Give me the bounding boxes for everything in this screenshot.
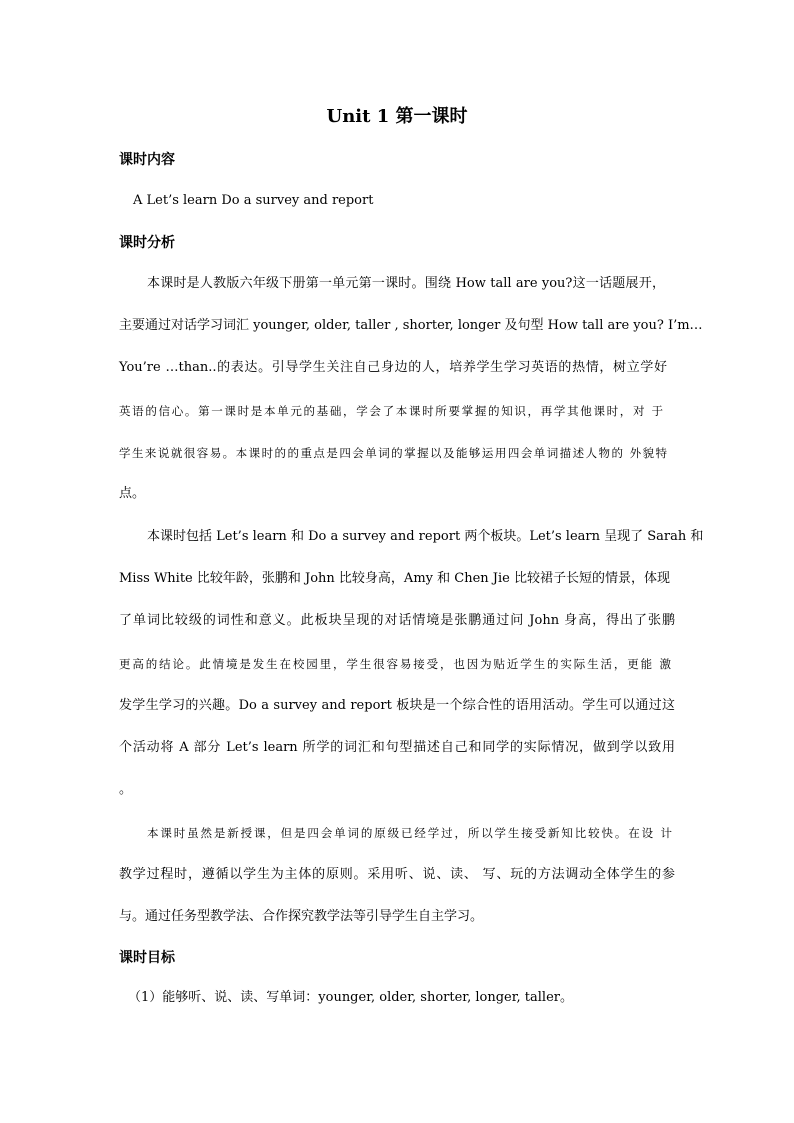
section-heading-analysis: 课时分析 [119, 235, 175, 251]
analysis-line-11: 发学生学习的兴趣。Do a survey and report 板块是一个综合性的语用活动。学生可以通过这 [119, 698, 675, 713]
analysis-line-14: 本课时虽然是新授课，但是四会单词的原级已经学过，所以学生接受新知比较快。在设 计 [147, 826, 672, 840]
analysis-line-3: You’re …than..的表达。引导学生关注自己身边的人，培养学生学习英语的热情，树立学好 [119, 360, 667, 375]
analysis-line-8: Miss White 比较年龄，张鹏和 John 比较身高，Amy 和 Chen Jie 比较裙子长短的情景，体现 [119, 571, 670, 586]
page-title: Unit 1 第一课时 [326, 106, 468, 127]
analysis-line-1: 本课时是人教版六年级下册第一单元第一课时。围绕 How tall are you?这一话题展开， [147, 276, 665, 291]
analysis-line-13: 。 [119, 782, 133, 797]
analysis-line-10: 更高的结论。此情境是发生在校园里，学生很容易接受，也因为贴近学生的实际生活，更能 激 [119, 657, 671, 671]
analysis-line-9: 了单词比较级的词性和意义。此板块呈现的对话情境是张鹏通过问 John 身高，得出了张鹏 [119, 613, 675, 628]
goals-line-1: （1）能够听、说、读、写单词：younger, older, shorter, longer, taller。 [128, 990, 573, 1005]
analysis-line-5: 学生来说就很容易。本课时的的重点是四会单词的掌握以及能够运用四会单词描述人物的 外貌特 [119, 446, 667, 460]
analysis-line-16: 与。通过任务型教学法、合作探究教学法等引导学生自主学习。 [119, 909, 484, 924]
analysis-line-4: 英语的信心。第一课时是本单元的基础，学会了本课时所要掌握的知识，再学其他课时，对 于 [119, 404, 663, 418]
content-line: A Let’s learn Do a survey and report [133, 193, 374, 208]
analysis-line-15: 教学过程时，遵循以学生为主体的原则。采用听、说、读、 写、玩的方法调动全体学生的参 [119, 867, 675, 882]
analysis-line-6: 点。 [119, 486, 146, 501]
analysis-line-7: 本课时包括 Let’s learn 和 Do a survey and report 两个板块。Let’s learn 呈现了 Sarah 和 [147, 529, 704, 544]
analysis-line-2: 主要通过对话学习词汇 younger, older, taller , shorter, longer 及句型 How tall are you? I’m… [119, 318, 703, 333]
analysis-line-12: 个活动将 A 部分 Let’s learn 所学的词汇和句型描述自己和同学的实际情况，做到学以致用 [119, 740, 675, 755]
section-heading-content: 课时内容 [119, 152, 175, 168]
section-heading-goals: 课时目标 [119, 950, 175, 966]
